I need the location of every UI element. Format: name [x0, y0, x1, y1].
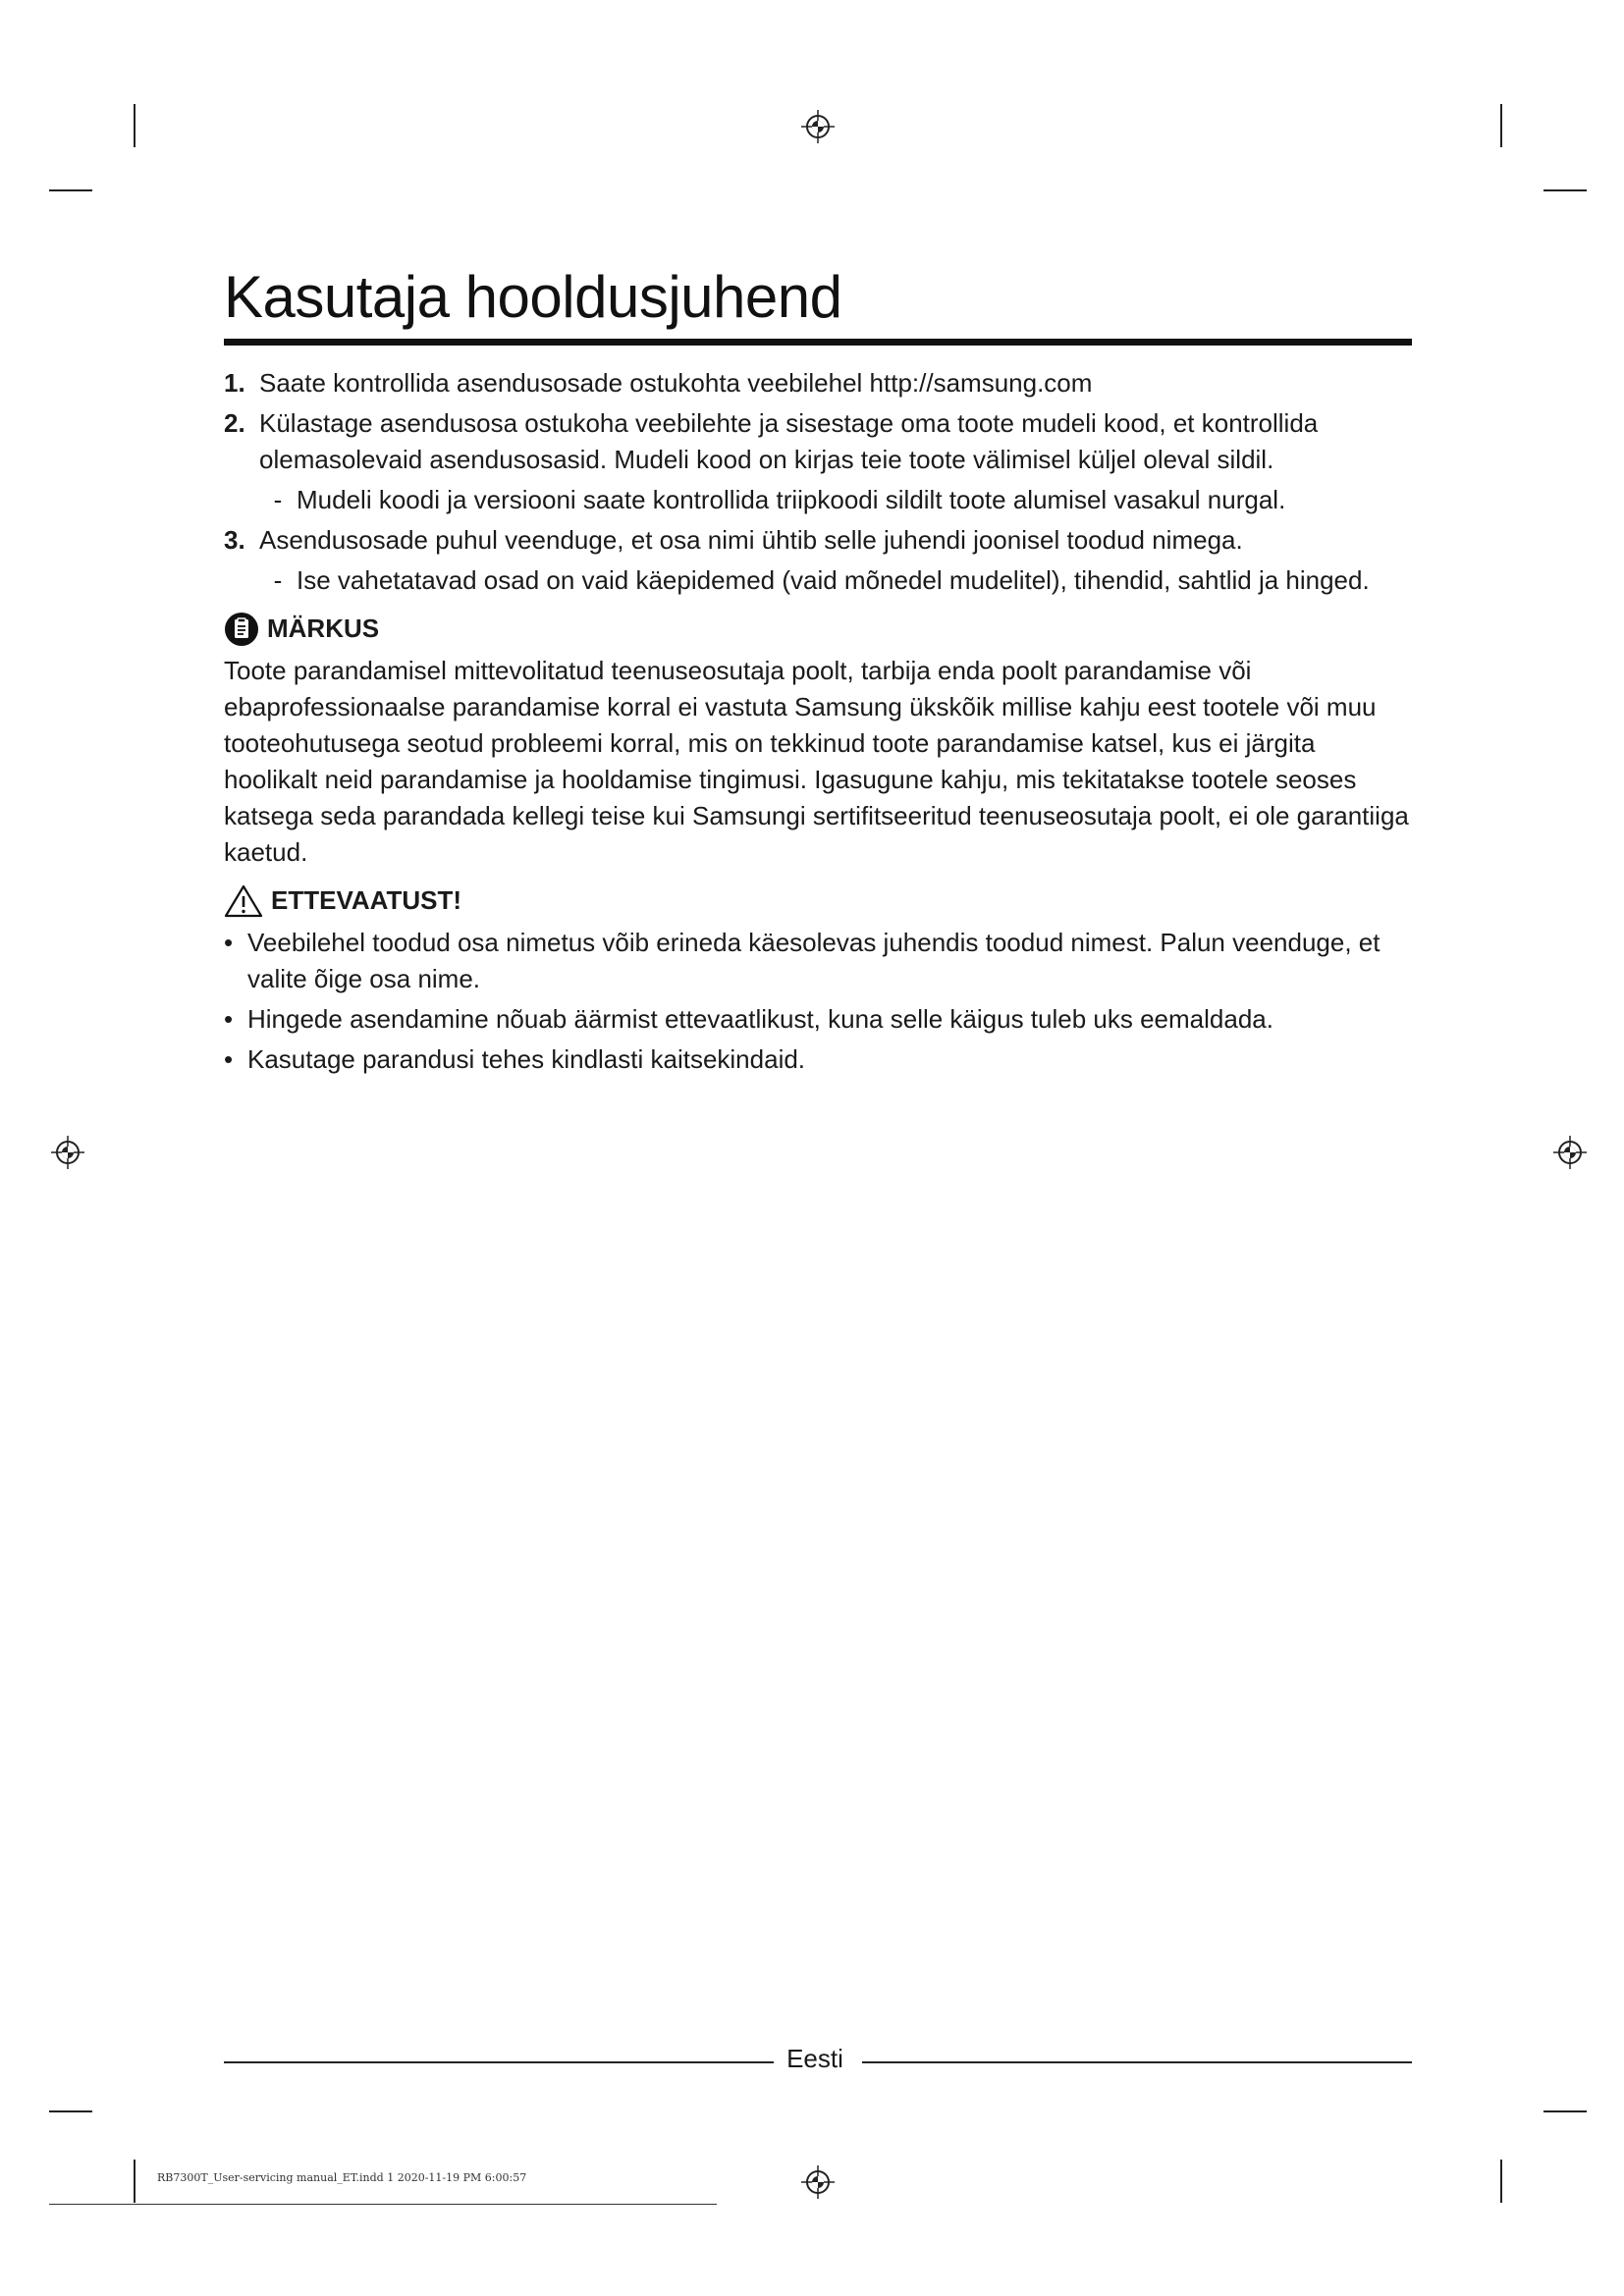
- step-2-subitem: [259, 482, 1412, 518]
- step-1: [224, 365, 1412, 401]
- page-title: Kasutaja hooldusjuhend: [224, 264, 842, 330]
- crop-mark: [49, 2110, 92, 2112]
- bullet-text: Hingede asendamine nõuab äärmist ettevaatlikust, kuna selle käigus tuleb uks eemaldada.: [247, 1004, 1273, 1034]
- registration-mark-icon: [51, 1136, 84, 1169]
- footer-rule-left: [224, 2061, 774, 2063]
- footer-rule-right: [862, 2061, 1412, 2063]
- crop-mark: [134, 2160, 135, 2203]
- step-2: [224, 405, 1412, 478]
- crop-mark: [1500, 2160, 1502, 2203]
- step-3: [224, 522, 1412, 559]
- caution-bullet: [224, 925, 1412, 997]
- warning-icon: [224, 884, 263, 918]
- note-heading: [224, 611, 1412, 647]
- step-3-subitem: [259, 562, 1412, 599]
- bullet-marker: •: [224, 1004, 234, 1034]
- registration-mark-icon: [1553, 1136, 1587, 1169]
- step-number: 2.: [224, 408, 245, 438]
- registration-mark-icon: [801, 2165, 835, 2199]
- bullet-marker: •: [224, 928, 234, 957]
- subitem-text: Ise vahetatavad osad on vaid käepidemed (vaid mõnedel mudelitel), tihendid, sahtlid ja hinged.: [297, 565, 1370, 595]
- crop-mark: [1543, 2110, 1587, 2112]
- note-heading-label: MÄRKUS: [267, 614, 380, 643]
- crop-mark: [1543, 189, 1587, 191]
- caution-bullet: [224, 1001, 1412, 1038]
- registration-mark-icon: [801, 110, 835, 143]
- print-slug: RB7300T_User-servicing manual_ET.indd 1 2020-11-19 PM 6:00:57: [157, 2171, 527, 2184]
- slug-rule: [49, 2204, 717, 2205]
- step-text: Asendusosade puhul veenduge, et osa nimi ühtib selle juhendi joonisel toodud nimega.: [259, 525, 1243, 555]
- bullet-text: Kasutage parandusi tehes kindlasti kaitsekindaid.: [247, 1044, 806, 1074]
- caution-bullet: [224, 1041, 1412, 1078]
- step-number: 1.: [224, 368, 245, 398]
- note-text: Toote parandamisel mittevolitatud teenuseosutaja poolt, tarbija enda poolt parandamise või ebaprofessionaalse parandamise korral ei vastuta Samsung ükskõik millise kahju eest tootele või muu tooteohutusega seotud probleemi korral, mis on tekkinud toote parandamise katsel, kus ei järgita hoolikalt neid parandamise ja hooldamise tingimusi. Igasugune kahju, mis tekitatakse tootele seoses katsega seda parandada kellegi teise kui Samsungi sertifitseeritud teenuseosutaja poolt, ei ole garantiiga kaetud.: [224, 656, 1409, 867]
- subitem-text: Mudeli koodi ja versiooni saate kontrollida triipkoodi sildilt toote alumisel vasakul nurgal.: [297, 485, 1286, 514]
- caution-heading: [224, 882, 1412, 919]
- crop-mark: [49, 189, 92, 191]
- step-text: Külastage asendusosa ostukoha veebilehte ja sisestage oma toote mudeli kood, et kontrollida olemasolevaid asendusosasid. Mudeli kood on kirjas teie toote välimisel küljel oleval sildil.: [259, 408, 1319, 474]
- main-content: [224, 365, 1412, 1082]
- bullet-text: Veebilehel toodud osa nimetus võib erineda käesolevas juhendis toodud nimest. Palun veenduge, et valite õige osa nime.: [247, 928, 1380, 993]
- bullet-marker: •: [224, 1044, 234, 1074]
- step-number: 3.: [224, 525, 245, 555]
- dash-marker: -: [273, 565, 283, 595]
- step-text: Saate kontrollida asendusosade ostukohta veebilehel http://samsung.com: [259, 368, 1093, 398]
- note-icon: [224, 612, 259, 647]
- caution-heading-label: ETTEVAATUST!: [271, 885, 462, 915]
- title-rule: [224, 339, 1412, 346]
- dash-marker: -: [273, 485, 283, 514]
- crop-mark: [134, 104, 135, 147]
- footer-language: Eesti: [786, 2044, 843, 2073]
- crop-mark: [1500, 104, 1502, 147]
